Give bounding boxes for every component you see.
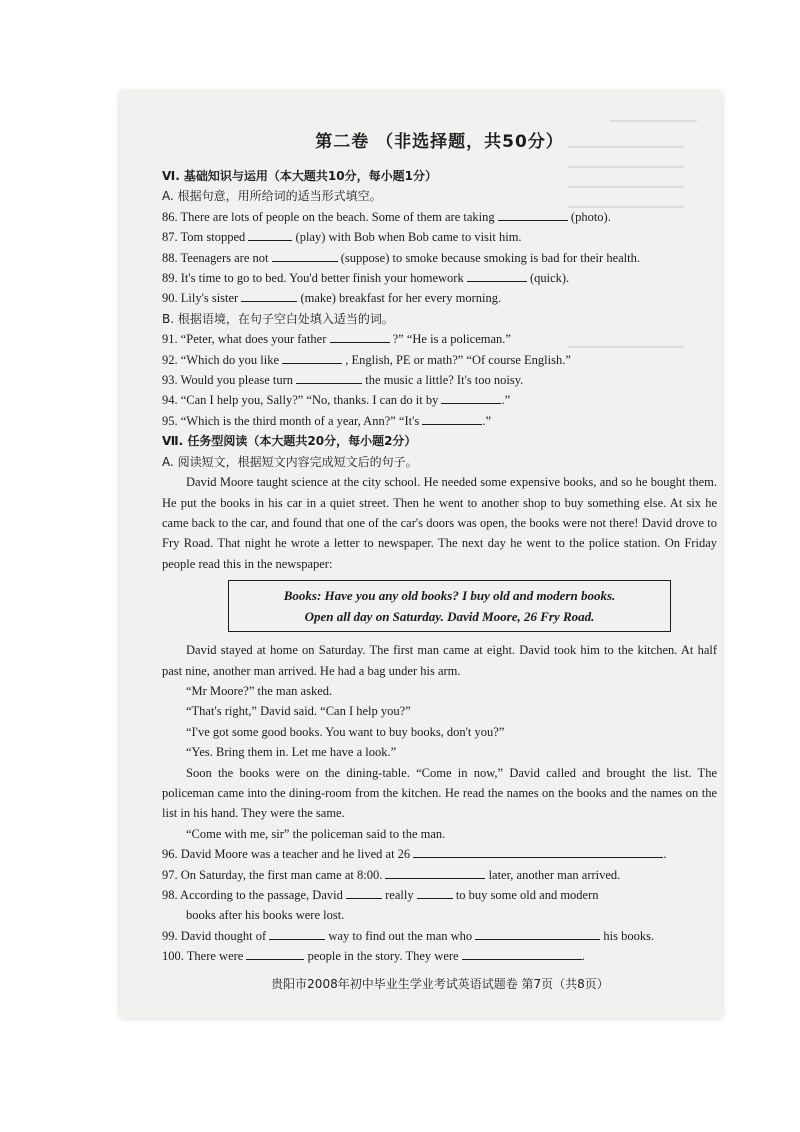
question-93 [162, 370, 717, 390]
notice-line-1: Books: Have you any old books? I buy old and modern books. [283, 588, 616, 604]
question-90-text: 90. Lily's sister [162, 291, 239, 306]
answer-blank[interactable] [269, 926, 325, 940]
answer-blank[interactable] [467, 268, 527, 282]
question-88-text: 88. Teenagers are not [162, 250, 269, 265]
question-95-text: 95. “Which is the third month of a year, Ann?” “It's [162, 413, 420, 428]
question-91-text: 91. “Peter, what does your father [162, 332, 327, 347]
question-96-text: 96. David Moore was a teacher and he lived at 26 [162, 847, 411, 862]
question-98-mid: really [385, 888, 414, 902]
question-91-tail: ?” “He is a policeman.” [392, 332, 511, 347]
question-99-text: 99. David thought of [162, 928, 267, 943]
question-90-hint: (make) breakfast for her every morning. [300, 291, 502, 306]
question-93-tail: the music a little? It's too noisy. [365, 373, 524, 388]
section-6-part-b: B. 根据语境，在句子空白处填入适当的词。 [162, 311, 394, 326]
answer-blank[interactable] [385, 865, 485, 879]
question-92-tail: , English, PE or math?” “Of course English.” [345, 352, 571, 367]
dialogue-line: “I've got some good books. You want to buy books, don't you?” [186, 724, 505, 739]
answer-blank[interactable] [282, 350, 342, 364]
dialogue-line: “That's right,” David said. “Can I help you?” [186, 704, 411, 719]
question-94 [162, 390, 717, 410]
question-88-hint: (suppose) to smoke because smoking is bad for their health. [340, 250, 640, 265]
question-95 [162, 411, 717, 431]
question-97-text: 97. On Saturday, the first man came at 8:00. [162, 867, 383, 882]
question-100 [162, 946, 717, 966]
question-92 [162, 350, 717, 370]
answer-blank[interactable] [296, 370, 362, 384]
question-100-text: 100. There were [162, 949, 244, 964]
question-89-text: 89. It's time to go to bed. You'd better finish your homework [162, 271, 464, 286]
answer-blank[interactable] [330, 329, 390, 343]
question-98-text: 98. According to the passage, David [162, 888, 343, 902]
answer-blank[interactable] [346, 885, 382, 899]
question-87-text: 87. Tom stopped [162, 230, 246, 245]
question-92-text: 92. “Which do you like [162, 352, 279, 367]
page-footer: 贵阳市2008年初中毕业生学业考试英语试题卷 第7页（共8页） [271, 977, 609, 991]
section-7-part-a: A. 阅读短文，根据短文内容完成短文后的句子。 [162, 454, 418, 469]
question-97-tail: later, another man arrived. [488, 867, 621, 882]
question-98 [162, 885, 717, 905]
answer-blank[interactable] [272, 248, 338, 262]
question-96 [162, 844, 717, 864]
question-94-text: 94. “Can I help you, Sally?” “No, thanks. I can do it by [162, 393, 439, 408]
answer-blank[interactable] [475, 926, 600, 940]
section-6-part-a: A. 根据句意，用所给词的适当形式填空。 [162, 189, 382, 204]
question-98-continued: books after his books were lost. [186, 908, 345, 923]
reading-paragraph-3: Soon the books were on the dining-table. “Come in now,” David called and brought the list. The policeman came into the dining-room from the kitchen. He read the names on the books and the names on the list in his hand. They were the same. [162, 765, 717, 821]
question-99-tail: his books. [603, 928, 655, 943]
answer-blank[interactable] [498, 207, 568, 221]
show-through-shadow: ━━━━━━━━━━━━ ━━━━━━━━━━━━━━━━ ━━━━━━━━━━━━━━━━ ━━━━━━━━━━━━━━━━ ━━━━━━━━━━━━━━━━ ━━━━━━━━━━━━━━━━ [568, 114, 697, 354]
question-86-hint: (photo). [570, 209, 611, 224]
question-95-tail: .” [482, 413, 492, 428]
reading-paragraph-2: David stayed at home on Saturday. The first man came at eight. David took him to the kitchen. At half past nine, another man arrived. He had a bag under his arm. [162, 643, 717, 678]
question-86-text: 86. There are lots of people on the beach. Some of them are taking [162, 209, 495, 224]
section-6-heading: Ⅵ. 基础知识与运用（本大题共10分，每小题1分） [162, 169, 437, 183]
question-89-hint: (quick). [529, 271, 570, 286]
answer-blank[interactable] [413, 844, 663, 858]
answer-blank[interactable] [462, 946, 582, 960]
answer-blank[interactable] [422, 411, 482, 425]
question-100-mid: people in the story. They were [307, 949, 459, 964]
exam-content [162, 128, 717, 967]
question-88 [162, 248, 717, 268]
question-96-tail: . [663, 847, 667, 862]
section-7-heading: Ⅶ. 任务型阅读（本大题共20分，每小题2分） [162, 434, 417, 449]
answer-blank[interactable] [248, 227, 292, 241]
question-100-tail: . [581, 949, 585, 964]
question-99-mid: way to find out the man who [328, 928, 473, 943]
paper-title: 第二卷 （非选择题，共50分） [315, 132, 564, 152]
question-86 [162, 207, 717, 227]
question-94-tail: .” [501, 393, 511, 408]
answer-blank[interactable] [246, 946, 304, 960]
question-87 [162, 227, 717, 247]
dialogue-line: “Mr Moore?” the man asked. [186, 683, 333, 698]
reading-paragraph-1: David Moore taught science at the city school. He needed some expensive books, and so he bought them. He put the books in his car in a quiet street. Then he went to another shop to buy something else. At six he came back to the car, and found that one of the car's doors was open, the books were not there! David drove to Fry Road. That night he wrote a letter to newspaper. The next day he went to the police station. On Friday people read this in the newspaper: [162, 475, 717, 571]
question-91 [162, 329, 717, 349]
question-93-text: 93. Would you please turn [162, 373, 294, 388]
newspaper-notice [228, 580, 671, 632]
answer-blank[interactable] [441, 390, 501, 404]
question-87-hint: (play) with Bob when Bob came to visit him. [295, 230, 522, 245]
dialogue-line: “Yes. Bring them in. Let me have a look.” [186, 745, 397, 760]
question-90 [162, 288, 717, 308]
question-98-tail: to buy some old and modern [455, 888, 599, 902]
question-97 [162, 865, 717, 885]
answer-blank[interactable] [241, 288, 297, 302]
notice-line-2: Open all day on Saturday. David Moore, 26 Fry Road. [304, 609, 595, 625]
question-89 [162, 268, 717, 288]
question-99 [162, 926, 717, 946]
answer-blank[interactable] [417, 885, 453, 899]
dialogue-line: “Come with me, sir” the policeman said to the man. [186, 826, 446, 841]
